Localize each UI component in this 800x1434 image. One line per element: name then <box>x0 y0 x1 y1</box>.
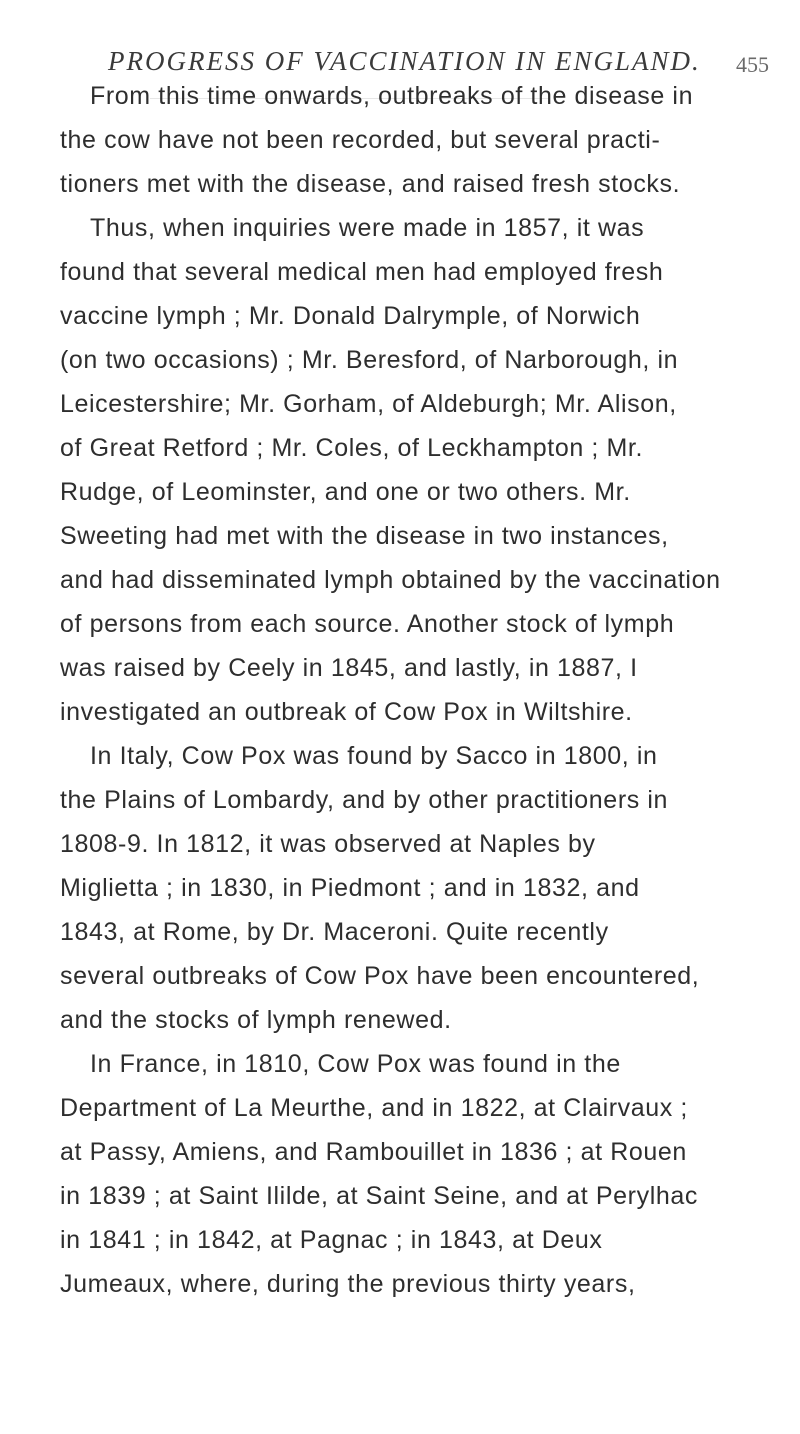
text-line: Miglietta ; in 1830, in Piedmont ; and in 1832, and <box>60 874 640 902</box>
text-line: Jumeaux, where, during the previous thirty years, <box>60 1270 636 1298</box>
text-line: In Italy, Cow Pox was found by Sacco in 1800, in <box>90 742 658 770</box>
text-line: in 1839 ; at Saint Ililde, at Saint Seine, and at Perylhac <box>60 1182 698 1210</box>
text-line: at Passy, Amiens, and Rambouillet in 1836 ; at Rouen <box>60 1138 687 1166</box>
text-line: vaccine lymph ; Mr. Donald Dalrymple, of Norwich <box>60 302 641 330</box>
text-line: (on two occasions) ; Mr. Beresford, of Narborough, in <box>60 346 679 374</box>
text-line: was raised by Ceely in 1845, and lastly, in 1887, I <box>60 654 638 682</box>
text-line: Department of La Meurthe, and in 1822, at Clairvaux ; <box>60 1094 688 1122</box>
text-line: of Great Retford ; Mr. Coles, of Leckhampton ; Mr. <box>60 434 644 462</box>
text-line: and the stocks of lymph renewed. <box>60 1006 452 1034</box>
text-line: In France, in 1810, Cow Pox was found in the <box>90 1050 621 1078</box>
text-line: the Plains of Lombardy, and by other practitioners in <box>60 786 669 814</box>
text-line: Thus, when inquiries were made in 1857, it was <box>90 214 645 242</box>
text-line: found that several medical men had employed fresh <box>60 258 664 286</box>
running-head: PROGRESS OF VACCINATION IN ENGLAND. <box>108 46 701 76</box>
text-line: tioners met with the disease, and raised fresh stocks. <box>60 170 681 198</box>
text-line: Sweeting had met with the disease in two instances, <box>60 522 669 550</box>
text-line: 1843, at Rome, by Dr. Maceroni. Quite recently <box>60 918 609 946</box>
text-line: 1808-9. In 1812, it was observed at Naples by <box>60 830 596 858</box>
text-line: several outbreaks of Cow Pox have been encountered, <box>60 962 700 990</box>
page-number: 455 <box>736 52 769 77</box>
text-line: in 1841 ; in 1842, at Pagnac ; in 1843, at Deux <box>60 1226 603 1254</box>
text-line: From this time onwards, outbreaks of the disease in <box>90 82 694 110</box>
text-line: Rudge, of Leominster, and one or two others. Mr. <box>60 478 631 506</box>
text-line: Leicestershire; Mr. Gorham, of Aldeburgh; Mr. Alison, <box>60 390 677 418</box>
text-line: investigated an outbreak of Cow Pox in Wiltshire. <box>60 698 633 726</box>
text-line: of persons from each source. Another stock of lymph <box>60 610 675 638</box>
text-line: the cow have not been recorded, but several practi- <box>60 126 661 154</box>
text-line: and had disseminated lymph obtained by the vaccination <box>60 566 721 594</box>
